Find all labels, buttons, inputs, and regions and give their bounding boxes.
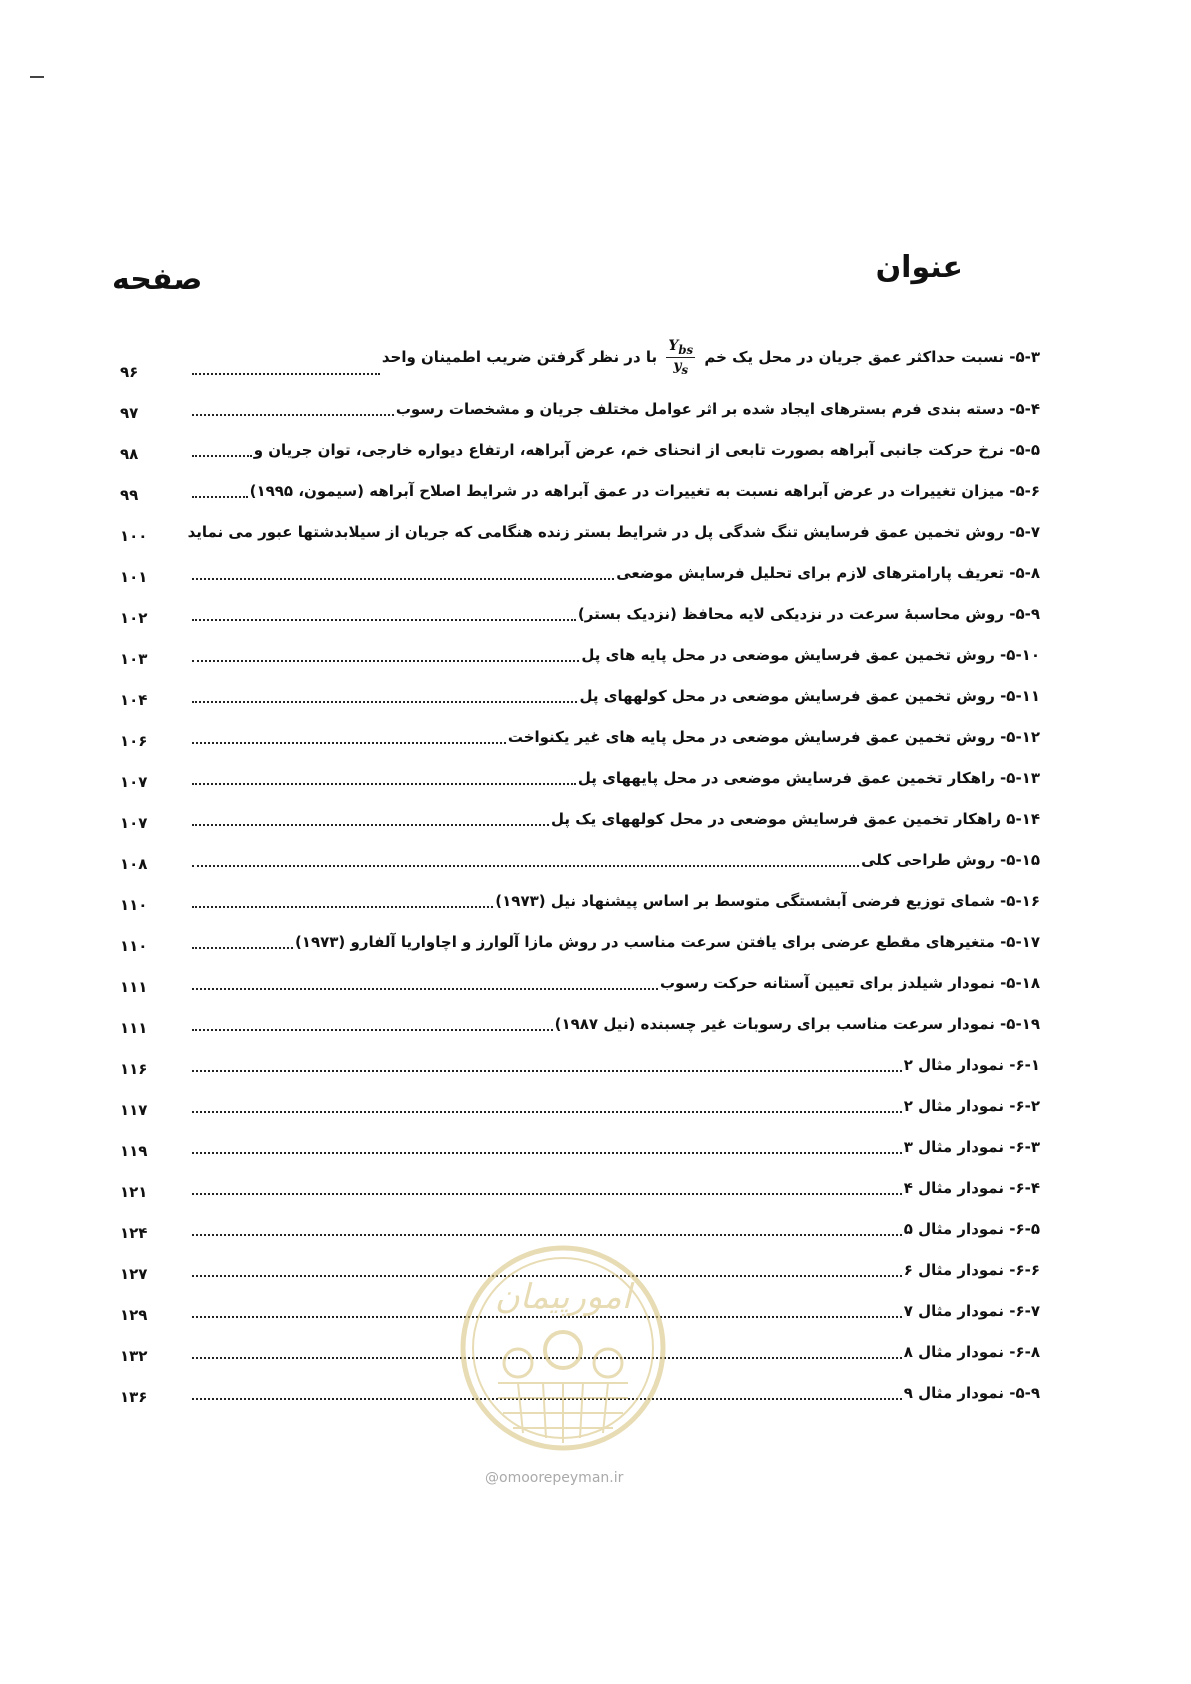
- dot-leader: [192, 619, 576, 621]
- toc-row: [120, 1119, 1040, 1160]
- toc-row: [120, 504, 1040, 545]
- dot-leader: [192, 742, 506, 744]
- toc-row: [120, 1160, 1040, 1201]
- toc-entry-title: ۵-۱۲- روش تخمین عمق فرسایش موضعی در محل پایه های غیر یکنواخت: [507, 728, 1040, 746]
- toc-entry-page: ۹۷: [120, 404, 139, 422]
- toc-entry-page: ۱۰۱: [120, 568, 148, 586]
- toc-entry-page: ۱۰۰: [120, 527, 148, 545]
- toc-row: [120, 914, 1040, 955]
- publisher-seal-watermark: [458, 1238, 668, 1458]
- toc-entry-page: ۱۱۰: [120, 937, 148, 955]
- toc-entry-page: ۱۱۱: [120, 978, 148, 996]
- toc-entry-page: ۱۳۶: [120, 1388, 148, 1406]
- toc-entry-page: ۹۶: [120, 363, 139, 381]
- dot-leader: [192, 906, 493, 908]
- toc-entry-title: ۶-۶- نمودار مثال ۶: [903, 1261, 1040, 1279]
- toc-entry-page: ۱۲۷: [120, 1265, 148, 1283]
- dot-leader: [192, 373, 380, 375]
- dot-leader: [192, 455, 252, 457]
- toc-row: [120, 381, 1040, 422]
- toc-entry-title: ۵-۴- دسته بندی فرم بسترهای ایجاد شده بر اثر عوامل مختلف جریان و مشخصات رسوب: [395, 400, 1040, 418]
- toc-entry-page: ۱۲۴: [120, 1224, 148, 1242]
- dot-leader: [192, 496, 248, 498]
- watermark-url: @omoorepeyman.ir: [485, 1470, 624, 1486]
- toc-entry-page: ۱۰۶: [120, 732, 148, 750]
- fraction-ybs-ys: $\frac{Y_{bs}}{y_s}$: [668, 338, 694, 377]
- toc-entry-page: ۱۰۲: [120, 609, 148, 627]
- toc-row: [120, 340, 1040, 381]
- toc-entry-title: ۶-۷- نمودار مثال ۷: [903, 1302, 1040, 1320]
- toc-entry-title: ۵-۱۱- روش تخمین عمق فرسایش موضعی در محل کولههای پل: [579, 687, 1040, 705]
- dot-leader: [192, 783, 576, 785]
- toc-row: [120, 1037, 1040, 1078]
- toc-row: [120, 873, 1040, 914]
- dot-leader: [192, 824, 549, 826]
- toc-entry-page: ۱۱۹: [120, 1142, 148, 1160]
- dot-leader: [192, 947, 293, 949]
- toc-entry-title: ۵-۷- روش تخمین عمق فرسایش تنگ شدگی پل در شرایط بستر زنده هنگامی که جریان از سیلابدشتها عبور می نماید: [187, 523, 1040, 541]
- toc-entry-title: ۵-۹- روش محاسبهٔ سرعت در نزدیکی لایه محافظ (نزدیک بستر): [577, 605, 1040, 623]
- toc-entry-page: ۱۳۲: [120, 1347, 148, 1365]
- toc-entry-page: ۱۰۳: [120, 650, 148, 668]
- toc-entry-page: ۹۸: [120, 445, 139, 463]
- toc-entry-title: ۵-۱۸- نمودار شیلدز برای تعیین آستانه حرکت رسوب: [659, 974, 1040, 992]
- toc-entry-title: ۵-۱۰- روش تخمین عمق فرسایش موضعی در محل پایه های پل: [581, 646, 1040, 664]
- toc-entry-title: ۶-۲- نمودار مثال ۲: [903, 1097, 1040, 1115]
- toc-entry-title: ۶-۴- نمودار مثال ۴: [903, 1179, 1040, 1197]
- dot-leader: [192, 1111, 902, 1113]
- corner-mark: [30, 76, 44, 78]
- dot-leader: [192, 1193, 902, 1195]
- toc-entry-page: ۱۰۷: [120, 773, 148, 791]
- dot-leader: [192, 865, 859, 867]
- column-header-page: صفحه: [112, 262, 203, 297]
- toc-row: [120, 463, 1040, 504]
- toc-entry-title: ۶-۵- نمودار مثال ۵: [903, 1220, 1040, 1238]
- toc-entry-title: ۶-۳- نمودار مثال ۳: [903, 1138, 1040, 1156]
- toc-entry-title: ۵-۵- نرخ حرکت جانبی آبراهه بصورت تابعی از انحنای خم، عرض آبراهه، ارتفاع دیواره خارجی، توان جریان و: [253, 441, 1040, 459]
- column-header-title: عنوان: [875, 250, 963, 285]
- toc-entry-page: ۱۲۹: [120, 1306, 148, 1324]
- dot-leader: [192, 1234, 902, 1236]
- dot-leader: [192, 578, 614, 580]
- toc-entry-title: ۵-۱۳- راهکار تخمین عمق فرسایش موضعی در محل پایههای پل: [577, 769, 1040, 787]
- toc-row: [120, 1201, 1040, 1242]
- toc-row: [120, 750, 1040, 791]
- svg-text:امورپیمان: امورپیمان: [494, 1277, 632, 1317]
- toc-entry-page: ۱۱۰: [120, 896, 148, 914]
- toc-entry-page: ۱۱۶: [120, 1060, 148, 1078]
- toc-entry-title: ۵-۸- تعریف پارامترهای لازم برای تحلیل فرسایش موضعی: [616, 564, 1040, 582]
- toc-row: [120, 586, 1040, 627]
- toc-entry-page: ۱۱۷: [120, 1101, 148, 1119]
- toc-entry-title: ۵-۱۹- نمودار سرعت مناسب برای رسوبات غیر چسبنده (نیل ۱۹۸۷): [554, 1015, 1040, 1033]
- toc-entry-title: ۶-۱- نمودار مثال ۲: [903, 1056, 1040, 1074]
- dot-leader: [192, 660, 579, 662]
- toc-entry-page: ۱۰۷: [120, 814, 148, 832]
- dot-leader: [192, 414, 394, 416]
- toc-row: [120, 545, 1040, 586]
- toc-entry-title: ۵-۱۴ راهکار تخمین عمق فرسایش موضعی در محل کولههای یک پل: [550, 810, 1040, 828]
- toc-entry-page: ۱۰۴: [120, 691, 148, 709]
- toc-row: [120, 668, 1040, 709]
- toc-row: [120, 627, 1040, 668]
- toc-entry-title: ۵-۶- میزان تغییرات در عرض آبراهه نسبت به تغییرات در عمق آبراهه در شرایط اصلاح آبراهه (سیمون، ۱۹۹۵): [249, 482, 1040, 500]
- dot-leader: [192, 988, 658, 990]
- toc-entry-title: ۶-۸- نمودار مثال ۸: [903, 1343, 1040, 1361]
- toc-row: [120, 955, 1040, 996]
- toc-entry-title: ۵-۱۷- متغیرهای مقطع عرضی برای یافتن سرعت مناسب در روش مازا آلوارز و اچاواریا آلفارو (۱۹۷۳): [294, 933, 1040, 951]
- toc-entry-page: ۹۹: [120, 486, 139, 504]
- toc-row: [120, 996, 1040, 1037]
- toc-row: [120, 709, 1040, 750]
- toc-entry-title: ۵-۹- نمودار مثال ۹: [903, 1384, 1040, 1402]
- toc-entry-page: ۱۰۸: [120, 855, 148, 873]
- dot-leader: [192, 701, 577, 703]
- toc-row: [120, 1078, 1040, 1119]
- dot-leader: [192, 1070, 902, 1072]
- toc-row: [120, 832, 1040, 873]
- toc-row: [120, 791, 1040, 832]
- toc-entry-page: ۱۱۱: [120, 1019, 148, 1037]
- toc-entry-page: ۱۲۱: [120, 1183, 148, 1201]
- toc-entry-title: ۵-۱۶- شمای توزیع فرضی آبشستگی متوسط بر اساس پیشنهاد نیل (۱۹۷۳): [495, 892, 1040, 910]
- dot-leader: [192, 1152, 902, 1154]
- dot-leader: [192, 1029, 553, 1031]
- toc-entry-title: ۵-۳- نسبت حداکثر عمق جریان در محل یک خم $\frac{Y_{bs}}{y_s}$ با در نظر گرفتن ضریب اطمینان واحد: [381, 338, 1040, 377]
- toc-row: [120, 422, 1040, 463]
- toc-entry-title: ۵-۱۵- روش طراحی کلی: [861, 851, 1040, 869]
